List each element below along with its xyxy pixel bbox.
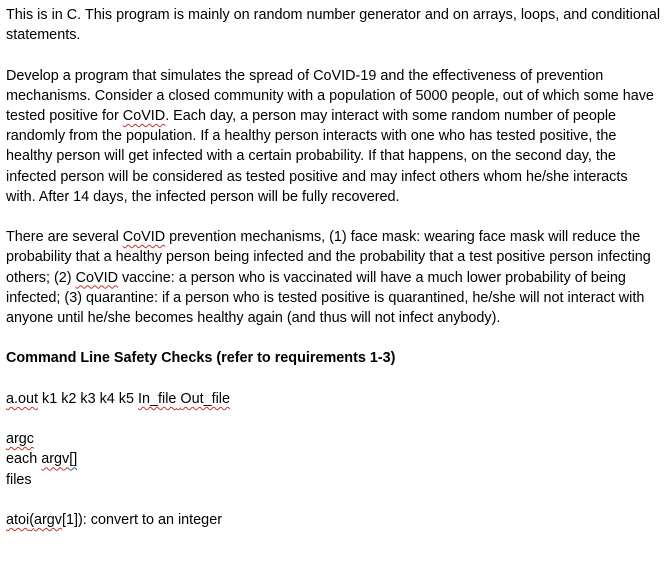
each-argv-line xyxy=(6,449,661,469)
paragraph-spacer xyxy=(6,409,661,429)
atoi-line xyxy=(6,510,661,530)
paragraph-spacer xyxy=(6,490,661,510)
aout-word: a.out xyxy=(6,390,39,407)
argc-word: argc xyxy=(6,431,34,448)
each-prefix: each xyxy=(6,451,42,468)
atoi-rest: [1]): convert to an integer xyxy=(62,511,222,528)
paragraph-spacer xyxy=(6,207,661,227)
document-body xyxy=(6,5,661,530)
section-heading: Command Line Safety Checks (refer to requirements 1-3) xyxy=(6,350,396,367)
command-line xyxy=(6,389,661,409)
files-line: files xyxy=(6,471,32,488)
paragraph-spacer xyxy=(6,45,661,65)
paragraph-spacer xyxy=(6,328,661,348)
prevention-text-2: prevention mechanisms, (1) face mask: wearing face mask will reduce the probability that a healthy person being infected and the probability that a test positive person infecting others; (2) xyxy=(6,229,651,286)
covid-word: CoVID xyxy=(75,269,118,286)
simulation-text-2: . Each day, a person may interact with some random number of people randomly from the population. If a healthy person interacts with one who has tested positive, the healthy person will get infected with a certain probability. If that happens, on the second day, the infected person will be considered as tested positive and may infect others whom he/she interacts with. After 14 days, the infected person will be fully recovered. xyxy=(6,108,628,205)
covid-word: CoVID xyxy=(122,229,166,246)
argc-line xyxy=(6,429,661,449)
paragraph-spacer xyxy=(6,369,661,389)
atoi-paren: ( xyxy=(29,511,34,528)
prevention-text-1: There are several xyxy=(6,229,123,246)
atoi-argv: argv xyxy=(34,511,62,528)
prevention-text-3: vaccine: a person who is vaccinated will have a much lower probability of being infected; (3) quarantine: if a person who is tested positive is quarantined, he/she will not interact with anyone until he/she becomes healthy again (and thus will not infect anybody). xyxy=(6,269,645,327)
simulation-paragraph xyxy=(6,66,661,207)
argv-brackets: [] xyxy=(69,451,78,468)
command-args: k1 k2 k3 k4 k5 xyxy=(38,390,138,407)
atoi-fn: atoi xyxy=(6,511,30,528)
intro-paragraph: This is in C. This program is mainly on random number generator and on arrays, loops, and conditional statements. xyxy=(6,7,661,44)
infile-word: In_file xyxy=(138,390,177,407)
covid-word: CoVID xyxy=(122,108,166,124)
argv-word: argv xyxy=(41,451,70,468)
simulation-text-1: Develop a program that simulates the spread of CoVID-19 and the effectiveness of prevention mechanisms. Consider a closed community with a population of 5000 people, out of which some have tested positive for xyxy=(6,67,654,124)
outfile-word: Out_file xyxy=(180,390,231,407)
prevention-paragraph xyxy=(6,227,661,328)
